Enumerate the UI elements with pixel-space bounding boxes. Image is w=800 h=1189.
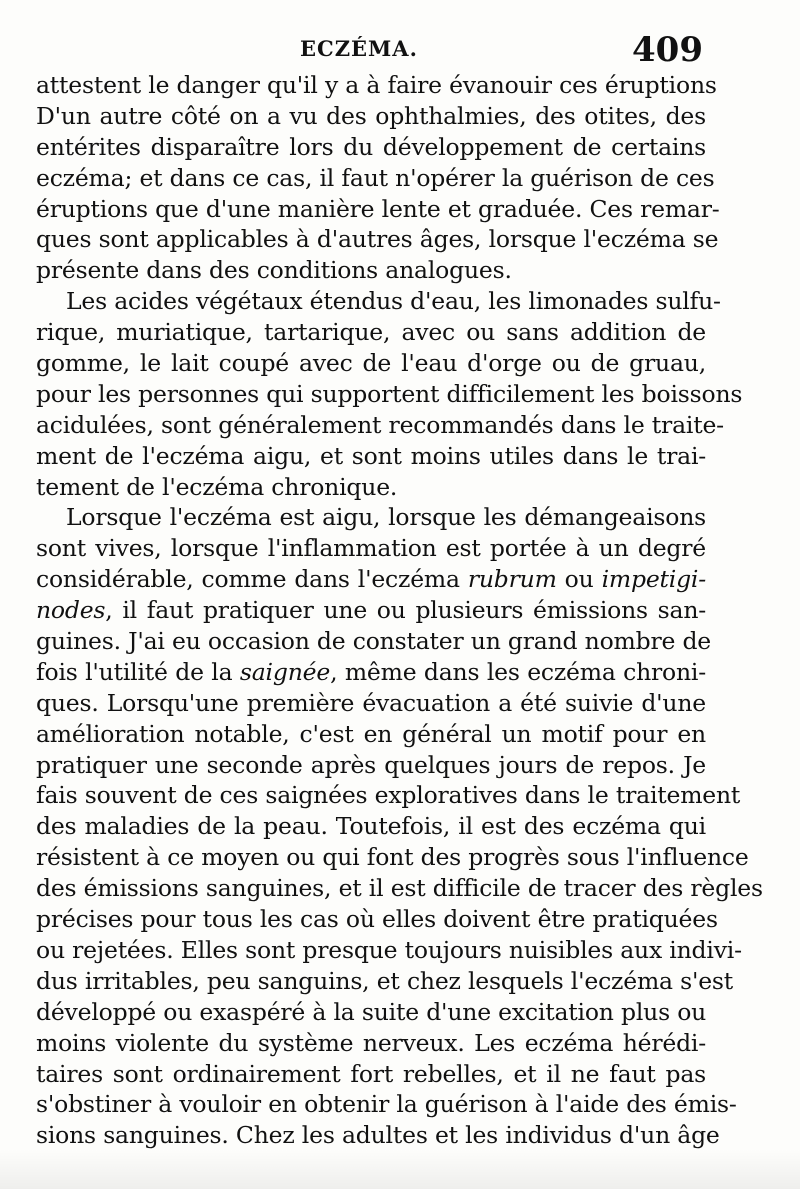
text-line: attestent le danger qu'il y a à faire évanouir ces éruptions: [36, 71, 717, 99]
text-line: moins violente du système nerveux. Les eczéma hérédi-: [36, 1028, 706, 1057]
text-line: résistent à ce moyen ou qui font des progrès sous l'influence: [36, 843, 749, 872]
running-title: ECZÉMA.: [300, 36, 418, 61]
italic-term: saignée: [239, 657, 331, 686]
text-line: guines. J'ai eu occasion de constater un grand nombre de: [36, 627, 712, 656]
italic-term: impetigi-: [601, 565, 706, 594]
text-line: présente dans des conditions analogues.: [36, 256, 512, 285]
text-line: amélioration notable, c'est en général un motif pour en: [36, 719, 706, 748]
scan-shadow: [0, 1149, 800, 1189]
text-line: [36, 564, 706, 595]
body-text: [36, 70, 763, 1151]
text-line: rique, muriatique, tartarique, avec ou sans addition de: [36, 318, 706, 347]
text-line: ques sont applicables à d'autres âges, lorsque l'eczéma se: [36, 225, 719, 254]
text-span: fois l'utilité de la: [36, 657, 240, 686]
text-line: pratiquer une seconde après quelques jours de repos. Je: [36, 750, 706, 779]
text-line: s'obstiner à vouloir en obtenir la guérison à l'aide des émis-: [36, 1090, 737, 1119]
text-line: des maladies de la peau. Toutefois, il est des eczéma qui: [36, 812, 706, 841]
text-line: pour les personnes qui supportent difficilement les boissons: [36, 379, 743, 408]
text-line: entérites disparaître lors du développement de certains: [36, 132, 706, 161]
text-line: sont vives, lorsque l'inflammation est portée à un degré: [36, 534, 706, 563]
text-line: fais souvent de ces saignées exploratives dans le traitement: [36, 781, 741, 810]
text-line: [36, 595, 706, 626]
text-line: des émissions sanguines, et il est difficile de tracer des règles: [36, 874, 763, 903]
text-line: eczéma; et dans ce cas, il faut n'opérer la guérison de ces: [36, 163, 715, 192]
text-line: ou rejetées. Elles sont presque toujours nuisibles aux indivi-: [36, 935, 742, 964]
page-number: 409: [632, 30, 703, 70]
text-line: ment de l'eczéma aigu, et sont moins utiles dans le trai-: [36, 441, 706, 470]
text-line: éruptions que d'une manière lente et graduée. Ces remar-: [36, 194, 720, 223]
italic-term: nodes: [36, 596, 106, 625]
text-span: ou: [556, 565, 602, 594]
text-span: considérable, comme dans l'eczéma: [36, 565, 468, 594]
text-line: Les acides végétaux étendus d'eau, les limonades sulfu-: [66, 287, 721, 316]
italic-term: rubrum: [467, 565, 557, 594]
text-line: gomme, le lait coupé avec de l'eau d'orge ou de gruau,: [36, 349, 706, 378]
text-line: ques. Lorsqu'une première évacuation a été suivie d'une: [36, 688, 706, 717]
running-head: [0, 30, 800, 70]
text-line: [36, 657, 706, 688]
text-line: développé ou exaspéré à la suite d'une excitation plus ou: [36, 997, 707, 1026]
text-span: , il faut pratiquer une ou plusieurs émissions san-: [105, 596, 706, 625]
text-line: dus irritables, peu sanguins, et chez lesquels l'eczéma s'est: [36, 966, 734, 995]
text-line: acidulées, sont généralement recommandés dans le traite-: [36, 410, 724, 439]
text-line: précises pour tous les cas où elles doivent être pratiquées: [36, 905, 718, 934]
text-line: D'un autre côté on a vu des ophthalmies, des otites, des: [36, 101, 706, 130]
text-span: , même dans les eczéma chroni-: [330, 657, 706, 686]
text-line: sions sanguines. Chez les adultes et les individus d'un âge: [36, 1121, 720, 1150]
text-line: tement de l'eczéma chronique.: [36, 472, 398, 501]
text-line: Lorsque l'eczéma est aigu, lorsque les démangeaisons: [66, 503, 706, 532]
text-line: taires sont ordinairement fort rebelles, et il ne faut pas: [36, 1059, 706, 1088]
